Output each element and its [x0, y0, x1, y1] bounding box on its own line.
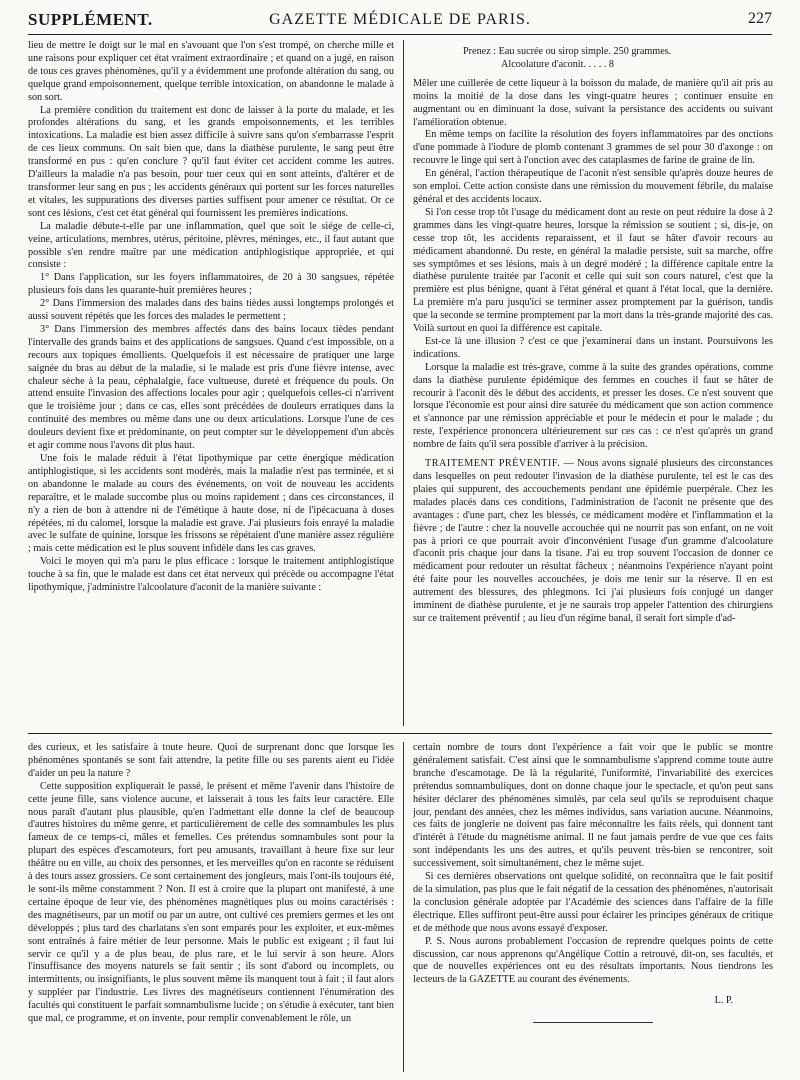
paragraph: Une fois le malade réduit à l'état lipothymique par cette énergique médication antiphlogistique, si les accidents sont modérés, mais la maladie n'est pas terminée, et si on abandonne le malade au cours des événements, on voit de nouveau les accidents reparaître, et le malade succombe plus ou moins rapidement ; dans ces circonstances, il n'y a rien de bon à attendre ni de l'émétique à haute dose, ni de l'ipécacuana à doses répétées, ni du calomel, lorsque la maladie est grave. J'ai plusieurs fois enrayé la maladie avec le sulfate de quinine, lorsque les frissons se répétaient d'une manière assez régulière ; mais cette médication est le plus souvent infidèle dans les cas graves.: [28, 453, 394, 555]
paragraph: La première condition du traitement est donc de laisser à la porte du malade, et les profondes altérations du sang, et les grands empoisonnements, et les terribles intoxications. La maladie est bien assez difficile à suivre sans qu'on s'embarrasse l'esprit de ces lieux communs. On sait bien que, dans la diathèse purulente, le sang peut être transformé en pus : qu'en conclure ? qu'il faut éviter cet accident comme les autres. D'ailleurs la maladie n'a pas besoin, pour tuer ceux qui en sont atteints, d'altérer et de transformer leur sang en pus ; les accidents généraux qui portent sur les forces naturelles et vitales, les suppurations des diverses parties suffisent pour amener ce résultat. Or ce sont ces lésions, c'est cet état général qui fournissent les premières indications.: [28, 104, 394, 219]
page-number: 227: [748, 10, 772, 27]
paragraph: Lorsque la maladie est très-grave, comme à la suite des grandes opérations, comme dans la diathèse purulente épidémique des femmes en couches il faut se hâter de recourir à l'aconit dès le début des accidents, et presser les doses. Ce n'est souvent que lorsque l'économie est pour ainsi dire saturée du médicament que son action commence et s'annonce par une rémission appréciable et pour le médecin et pour le malade ; du reste, l'expérience prononcera ultérieurement sur ces cas : ce n'est qu'après un grand nombre de faits qu'il sera possible d'arriver à la précision.: [413, 361, 773, 451]
author-signature: L. P.: [714, 995, 733, 1007]
column-divider: [403, 742, 404, 1072]
formula-line: Prenez : Eau sucrée ou sirop simple. 250 grammes.: [463, 46, 672, 57]
section-rule: [28, 733, 772, 734]
section-heading: TRAITEMENT PRÉVENTIF.: [425, 458, 561, 470]
left-column-bottom: [28, 742, 394, 1072]
left-column-top: [28, 40, 394, 726]
paragraph: Mêler une cuillerée de cette liqueur à la boisson du malade, de manière qu'il ait pris au moins la moitié de la dose dans les vingt-quatre heures ; continuer ensuite en augmentant ou en diminuant la dose, suivant la persistance des accidents ou suivant l'amélioration obtenue.: [413, 77, 773, 128]
paragraph: des curieux, et les satisfaire à toute heure. Quoi de surprenant donc que lorsque les phénomènes spontanés se sont fait attendre, la petite fille ou ses parents aient eu l'idée d'aider un peu la nature ?: [28, 742, 394, 779]
end-rule: [533, 1022, 653, 1023]
paragraph: Voici le moyen qui m'a paru le plus efficace : lorsque le traitement antiphlogistique touche à sa fin, que le malade est dans cet état nerveux qui précède ou accompagne l'état lipothymique, j'administre l'alcoolature d'aconit de la manière suivante :: [28, 556, 394, 594]
header-rule: [28, 34, 772, 35]
paragraph: P. S. Nous aurons probablement l'occasion de reprendre quelques points de cette discussion, car nous apprenons qu'Angélique Cottin a retrouvé, dit-on, ses facultés, et que de nouvelles expériences ont eu des résultats importants. Nous tiendrons les lecteurs de la GAZETTE au courant des événements.: [413, 935, 773, 986]
paragraph: Si ces dernières observations ont quelque solidité, on reconnaîtra que le fait positif de la simulation, pas plus que le fait négatif de la cessation des phénomènes, n'autorisait la conclusion générale adoptée par l'Académie des sciences dans l'affaire de la fille électrique. Elles suffiront peut-être aussi pour éclairer les principes généraux de critique et de méthode que nous avons essayé d'exposer.: [413, 871, 773, 934]
paragraph: lieu de mettre le doigt sur le mal en s'avouant que l'on s'est trompé, on cherche mille et une raisons pour expliquer cet état vraiment extraordinaire ; et quand on a jugé, en raison de tous ces graves phénomènes, qu'il y a évidemment une profonde altération du sang, ou quelque grand empoisonnement, quelque terrible intoxication, on abandonne le malade à son sort.: [28, 40, 394, 103]
supplement-label: SUPPLÉMENT.: [28, 10, 153, 29]
paragraph: certain nombre de tours dont l'expérience a fait voir que le public se montre généralement satisfait. C'est ainsi que le somnambulisme s'apprend comme toute autre branche d'escamotage. De là la régularité, l'uniformité, l'invariabilité des exercices prétendus somnambuliques, dont on donne chaque jour le spectacle, et qu'on peut sans hésiter déclarer des phénomènes simulés, par cela seul qu'ils se reproduisent chaque jour, pendant des années, chez les mêmes individus, sans variation aucune. Néanmoins, ces faits de jonglerie ne doivent pas faire méconnaître les faits réels, qui donnent tant d'intérêt à l'étude du magnétisme animal. Il ne faut jamais perdre de vue que ces faits sont indépendants les uns des autres, et qu'ils peuvent très-bien se rencontrer, soit successivement, soit simultanément, chez le même sujet.: [413, 742, 773, 870]
right-column-top: [413, 40, 773, 726]
paragraph: La maladie débute-t-elle par une inflammation, quel que soit le siége de celle-ci, veine, articulations, membres, utérus, péritoine, plèvres, méninges, etc., il faut autant que possible s'en rendre maître par une médication antiphlogistique appropriée, et qui consiste :: [28, 220, 394, 271]
section-text: — Nous avons signalé plusieurs des circonstances dans lesquelles on peut redouter l'invasion de la diathèse purulente, tel est le cas des plaies qui suppurent, des accouchements pendant une épidémie puerpérale. Chez les malades placés dans ces conditions, l'administration de l'aconit ne présente que des avantages : d'une part, chez les blessés, ce médicament modère et l'inflammation et la fièvre ; de l'autre : chez la nouvelle accouchée qui ne nourrit pas son enfant, on ne voit pas à priori ce que pourrait avoir d'inconvénient l'usage d'un gramme d'alcoolature d'aconit pris chaque jour dans la tisane. J'ai eu trop souvent l'occasion de donner ce médicament pour redouter un résultat fâcheux ; néanmoins l'expérience n'ayant point été faite pour les nouvelles accouchées, je dois me tenir sur la réserve. Il en est autrement des blessures, des phlegmons. Ici j'ai plusieurs fois conjugé un danger imminent de diathèse purulente, et je ne saurais trop appeler l'attention des chirurgiens sur ce traitement préventif ; au lieu d'un régime banal, il serait fort simple d'ad-: [413, 458, 773, 624]
paragraph: 3° Dans l'immersion des membres affectés dans des bains locaux tièdes pendant l'intervalle des grands bains et des applications de sangsues. Quand c'est impossible, on a recours aux topiques émollients. Quelquefois il est nécessaire de pratiquer une large saignée du bras au début de la maladie, si le malade est pris d'une fièvre intense, avec chaleur sèche à la peau, céphalalgie, face vultueuse, dureté et fréquence du pouls. On attend ensuite l'invasion des affections locales pour agir ; quelquefois celles-ci n'arrivent que le troisième jour ; dans ce cas, elles sont précédées de douleurs erratiques dans la continuité des membres ou même dans une ou deux articulations. Lorsque l'une de ces douleurs devient fixe et prédominante, on peut compter sur le développement d'un abcès et agir comme nous l'avons dit plus haut.: [28, 323, 394, 452]
paragraph: Cette supposition expliquerait le passé, le présent et même l'avenir dans l'histoire de cette jeune fille, sans violence aucune, et laisserait à tous les faits leur caractère. Elle nous paraît d'autant plus plausible, qu'en l'admettant elle donne la clef de beaucoup d'autres histoires du même genre, et particulièrement de celle des somnambules les plus fameux de ce temps-ci, mâles et femelles. Ces prétendus somnambules sont pour la plupart des espèces d'escamoteurs, fort peu amusants, travaillant à heure fixe sur leur théâtre ou en ville, au choix des personnes, et les merveilles qu'on en raconte se réduisent à des tours assez grossiers. Ce sont certainement des jongleurs, mais l'ont-ils toujours été, le sont-ils même constamment ? Non. Il est à croire que la plupart ont manifesté, à une certaine époque de leur vie, des phénomènes magnétiques plus ou moins caractérisés : des magnétiseurs, par un motif ou par un autre, ont cultivé ces premiers germes et les ont développés ; plus tard des charlatans s'en sont emparés pour les exploiter, et eux-mêmes sont entraînés à faire métier de leur personne. Mais le public est exigeant ; il faut lui servir ce qu'il y a de plus beau, de plus rare, et le lui servir à son heure. Alors l'insuffisance des moyens naturels se fait sentir ; ils sont d'abord ou incomplets, ou intermittents, ou insignifiants, le plus souvent même ils manquent tout à fait ; il faut alors y suppléer par l'industrie. Les livres des magnétiseurs contiennent l'énumération des facultés qui constituent le parfait somnambulisme lucide ; on s'étudie à exécuter, tant bien que mal, ce programme, et on invente, pour remplir convenablement le rôle, un: [28, 780, 394, 1025]
paragraph: 2° Dans l'immersion des malades dans des bains tièdes aussi longtemps prolongés et aussi souvent répétés que les forces des malades le permettent ;: [28, 298, 394, 323]
section-paragraph: [413, 458, 773, 626]
formula-line: Alcoolature d'aconit. . . . . 8: [501, 58, 615, 70]
paragraph: En même temps on facilite la résolution des foyers inflammatoires par des onctions d'une pommade à l'iodure de plomb contenant 3 grammes de sel pour 30 d'axonge : on recouvre le linge qui sert à l'onction avec des cataplasmes de farine de graine de lin.: [413, 129, 773, 167]
paragraph: Si l'on cesse trop tôt l'usage du médicament dont au reste on peut réduire la dose à 2 grammes dans les vingt-quatre heures, lorsque la rémission se soutient ; si, dis-je, on cesse trop tôt, les accidents reparaissent, et il faut se hâter d'avoir recours au médicament abandonné. Du reste, en général la maladie persiste, suit sa marche, offre ses symptômes et ses lésions, mais à un degré modéré ; la différence capitale entre la diathèse purulente traitée par l'aconit et celle qui suit son cours naturel, c'est que la première est plus bénigne, quant à l'état général et quant à l'état local, que la dernière. La première m'a paru jusqu'ici se terminer assez promptement par la guérison, tandis que la seconde se termine promptement par la mort dans la très-grande majorité des cas. Voilà surtout en quoi la différence est capitale.: [413, 206, 773, 335]
prescription-formula: [463, 46, 773, 72]
right-column-bottom: [413, 742, 773, 1072]
column-divider: [403, 40, 404, 726]
paragraph: Est-ce là une illusion ? c'est ce que j'examinerai dans un instant. Poursuivons les indications.: [413, 335, 773, 360]
paragraph: 1° Dans l'application, sur les foyers inflammatoires, de 20 à 30 sangsues, répétée plusieurs fois dans les quarante-huit premières heures ;: [28, 272, 394, 297]
journal-title: GAZETTE MÉDICALE DE PARIS.: [269, 11, 531, 28]
page-header: [28, 8, 772, 34]
paragraph: En général, l'action thérapeutique de l'aconit n'est sensible qu'après douze heures de son emploi. Cette action consiste dans une rémission du mouvement fébrile, du malaise général et des accidents locaux.: [413, 168, 773, 205]
